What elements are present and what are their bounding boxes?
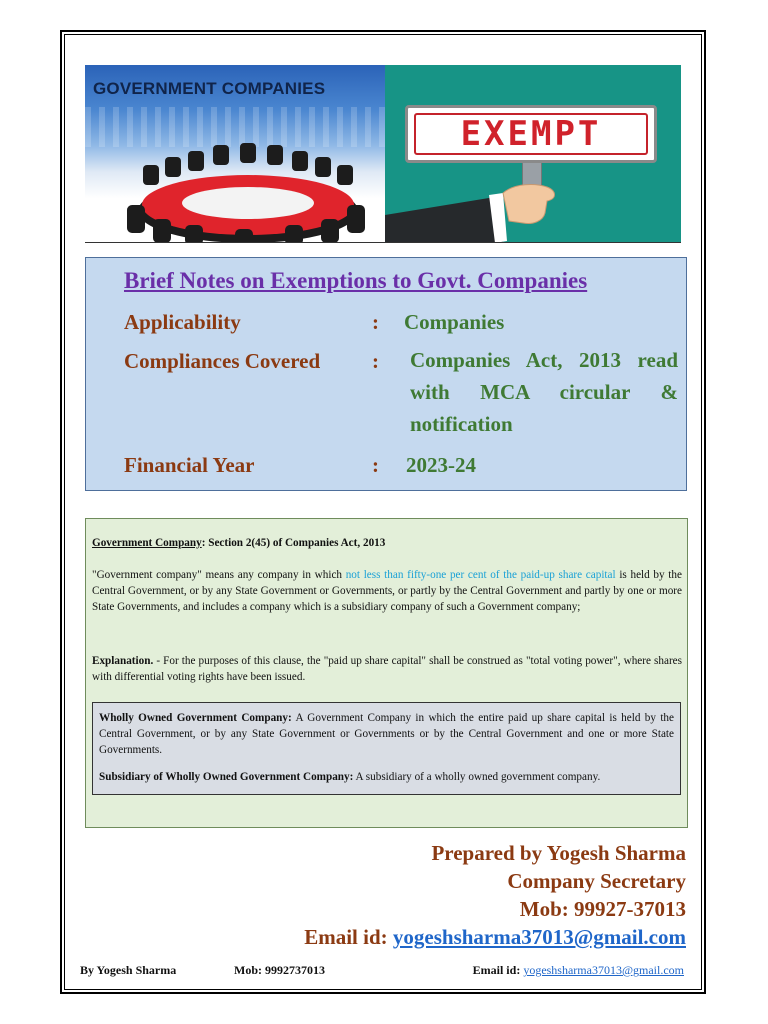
footer-email-link[interactable]: yogeshsharma37013@gmail.com: [523, 963, 684, 977]
applicability-value: Companies: [404, 310, 505, 334]
applicability-colon: :: [372, 310, 379, 334]
subsidiary-text: A subsidiary of a wholly owned government company.: [353, 771, 601, 783]
banner-title: GOVERNMENT COMPANIES: [93, 79, 326, 98]
financial-year-label: Financial Year: [124, 453, 255, 477]
hand-holding-sign-icon: [385, 65, 681, 243]
designation: Company Secretary: [507, 869, 686, 893]
explanation-paragraph: [92, 653, 682, 685]
definition-term: Government Company: [92, 537, 202, 549]
definition-text-end: is held by the Central Government, or by any State Government or Governments, or partly by the Central Government and partly by one or more State Governments, and includes a company which is a subsidiary company of such a Government company;: [92, 569, 682, 613]
email-line: [304, 925, 686, 950]
banner-baseline: [85, 242, 681, 243]
summary-box: [85, 257, 687, 491]
subsidiary-label: Subsidiary of Wholly Owned Government Company:: [99, 771, 354, 783]
footer-author: By Yogesh Sharma: [80, 963, 177, 977]
explanation-label: Explanation.: [92, 655, 154, 667]
wholly-owned-text: A Government Company in which the entire paid up share capital is held by the Central Government, or by any State Government or Governments or by the Central Government and one or more State Governments.: [99, 712, 674, 756]
wholly-owned-label: Wholly Owned Government Company:: [99, 712, 292, 724]
exempt-sign-text: EXEMPT: [460, 114, 602, 154]
footer-mobile: Mob: 9992737013: [234, 963, 325, 977]
mobile-number: Mob: 99927-37013: [519, 897, 686, 921]
footer-email: [473, 963, 684, 978]
definition-text-start: "Government company" means any company in which: [92, 569, 346, 581]
definition-highlight: not less than fifty-one per cent of the paid-up share capital: [345, 569, 616, 581]
wholly-owned-paragraph: [99, 710, 674, 758]
prepared-by: Prepared by Yogesh Sharma: [431, 841, 686, 865]
email-label: Email id:: [304, 925, 393, 949]
government-companies-banner: [85, 65, 385, 243]
wholly-owned-box: [92, 702, 681, 795]
exempt-banner: [385, 65, 681, 243]
compliances-covered-colon: :: [372, 349, 379, 373]
compliances-covered-label: Compliances Covered: [124, 349, 321, 373]
footer-email-label: Email id:: [472, 963, 524, 977]
definition-paragraph: [92, 567, 682, 615]
financial-year-value: 2023-24: [406, 453, 476, 477]
definition-box: [85, 518, 688, 828]
email-link[interactable]: yogeshsharma37013@gmail.com: [392, 925, 686, 949]
definition-section: : Section 2(45) of Companies Act, 2013: [201, 537, 386, 549]
explanation-text: - For the purposes of this clause, the "paid up share capital" shall be construed as "total voting power", where shares with differential voting rights have been issued.: [92, 655, 682, 683]
financial-year-colon: :: [372, 453, 379, 477]
subsidiary-paragraph: [99, 769, 674, 785]
definition-heading: [92, 535, 682, 551]
summary-heading: Brief Notes on Exemptions to Govt. Companies: [124, 268, 588, 293]
applicability-label: Applicability: [124, 310, 241, 334]
compliances-covered-value: Companies Act, 2013 read with MCA circular & notification: [410, 348, 678, 436]
conference-table-icon: [85, 65, 385, 243]
